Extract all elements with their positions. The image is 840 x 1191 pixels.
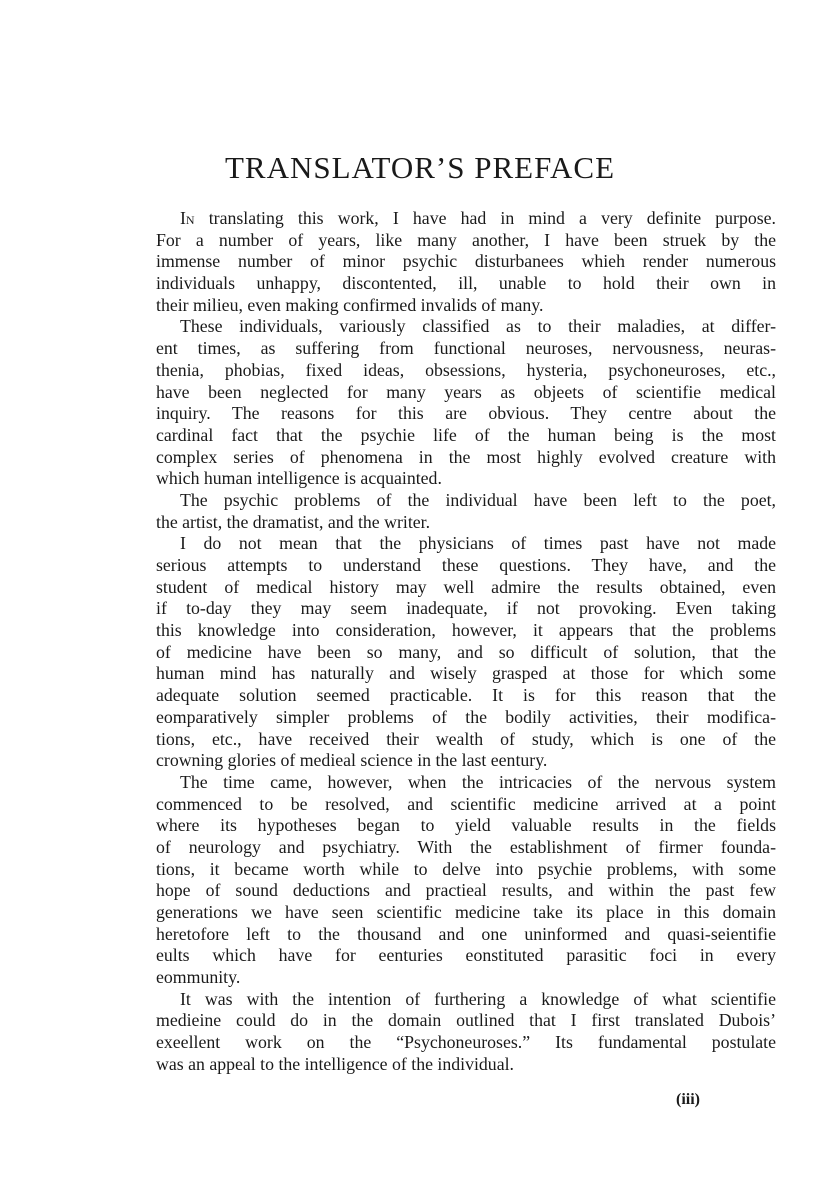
text-line: crowning glories of medieal science in the last eentury. bbox=[156, 750, 548, 771]
text-line: adequate solution seemed practicable. It is for this reason that the bbox=[156, 685, 776, 706]
paragraph bbox=[156, 208, 776, 316]
text-line: eults which have for eenturies eonstituted parasitic foci in every bbox=[156, 945, 776, 966]
text-line: hope of sound deductions and practieal results, and within the past few bbox=[156, 880, 776, 901]
text-line: have been neglected for many years as objeets of scientifie medical bbox=[156, 381, 776, 402]
paragraph bbox=[156, 490, 776, 533]
paragraph bbox=[156, 772, 776, 989]
text-line: For a number of years, like many another, I have been struek by the bbox=[156, 229, 776, 250]
text-line: cardinal fact that the psychie life of the human being is the most bbox=[156, 424, 776, 445]
text-line: In translating this work, I have had in mind a very definite purpose. bbox=[180, 208, 776, 228]
text-line: was an appeal to the intelligence of the individual. bbox=[156, 1053, 514, 1074]
paragraph bbox=[156, 533, 776, 772]
text-line: eommunity. bbox=[156, 967, 241, 988]
text-line: eomparatively simpler problems of the bodily activities, their modifica- bbox=[156, 706, 776, 727]
text-line: complex series of phenomena in the most highly evolved creature with bbox=[156, 446, 776, 467]
text-line: tions, it became worth while to delve into psychie problems, with some bbox=[156, 858, 776, 879]
text-line: of medicine have been so many, and so difficult of solution, that the bbox=[156, 641, 776, 662]
text-line: heretofore left to the thousand and one uninformed and quasi-seientifie bbox=[156, 923, 776, 944]
text-line: inquiry. The reasons for this are obvious. They centre about the bbox=[156, 403, 776, 424]
text-line: where its hypotheses began to yield valuable results in the fields bbox=[156, 815, 776, 836]
text-line: exeellent work on the “Psychoneuroses.” Its fundamental postulate bbox=[156, 1032, 776, 1053]
text-line: the artist, the dramatist, and the writer. bbox=[156, 511, 431, 532]
text-line: ent times, as suffering from functional neuroses, nervousness, neuras- bbox=[156, 338, 776, 359]
page-title: TRANSLATOR’S PREFACE bbox=[224, 150, 616, 185]
text-line: tions, etc., have received their wealth of study, which is one of the bbox=[156, 728, 776, 749]
text-line: individuals unhappy, discontented, ill, unable to hold their own in bbox=[156, 273, 776, 294]
text-line: These individuals, variously classified as to their maladies, at differ- bbox=[180, 316, 776, 337]
text-line: generations we have seen scientific medicine take its place in this domain bbox=[156, 902, 776, 922]
text-line: this knowledge into consideration, however, it appears that the problems bbox=[156, 620, 776, 641]
text-line: commenced to be resolved, and scientific medicine arrived at a point bbox=[156, 793, 776, 814]
text-line: medieine could do in the domain outlined that I first translated Dubois’ bbox=[156, 1010, 776, 1031]
text-line: It was with the intention of furthering a knowledge of what scientifie bbox=[180, 988, 776, 1009]
drop-lead: In bbox=[180, 208, 195, 228]
page-number: (iii) bbox=[676, 1091, 700, 1108]
paragraph bbox=[156, 316, 776, 490]
text-line: immense number of minor psychic disturbanees whieh render numerous bbox=[156, 251, 776, 272]
text-line: their milieu, even making confirmed invalids of many. bbox=[156, 294, 544, 315]
text-line: serious attempts to understand these questions. They have, and the bbox=[156, 555, 776, 575]
text-line: of neurology and psychiatry. With the establishment of firmer founda- bbox=[156, 836, 776, 857]
text-line: The time came, however, when the intricacies of the nervous system bbox=[180, 771, 776, 792]
text-line: thenia, phobias, fixed ideas, obsessions, hysteria, psychoneuroses, etc., bbox=[156, 359, 776, 380]
text-line: student of medical history may well admire the results obtained, even bbox=[156, 576, 776, 597]
text-line: if to-day they may seem inadequate, if not provoking. Even taking bbox=[156, 598, 776, 619]
text-line: I do not mean that the physicians of times past have not made bbox=[180, 533, 776, 554]
text-line: The psychic problems of the individual have been left to the poet, bbox=[180, 489, 776, 510]
text-line: which human intelligence is acquainted. bbox=[156, 468, 442, 489]
paragraph bbox=[156, 989, 776, 1076]
text-line: human mind has naturally and wisely grasped at those for which some bbox=[156, 663, 776, 684]
body-text bbox=[156, 208, 776, 1076]
